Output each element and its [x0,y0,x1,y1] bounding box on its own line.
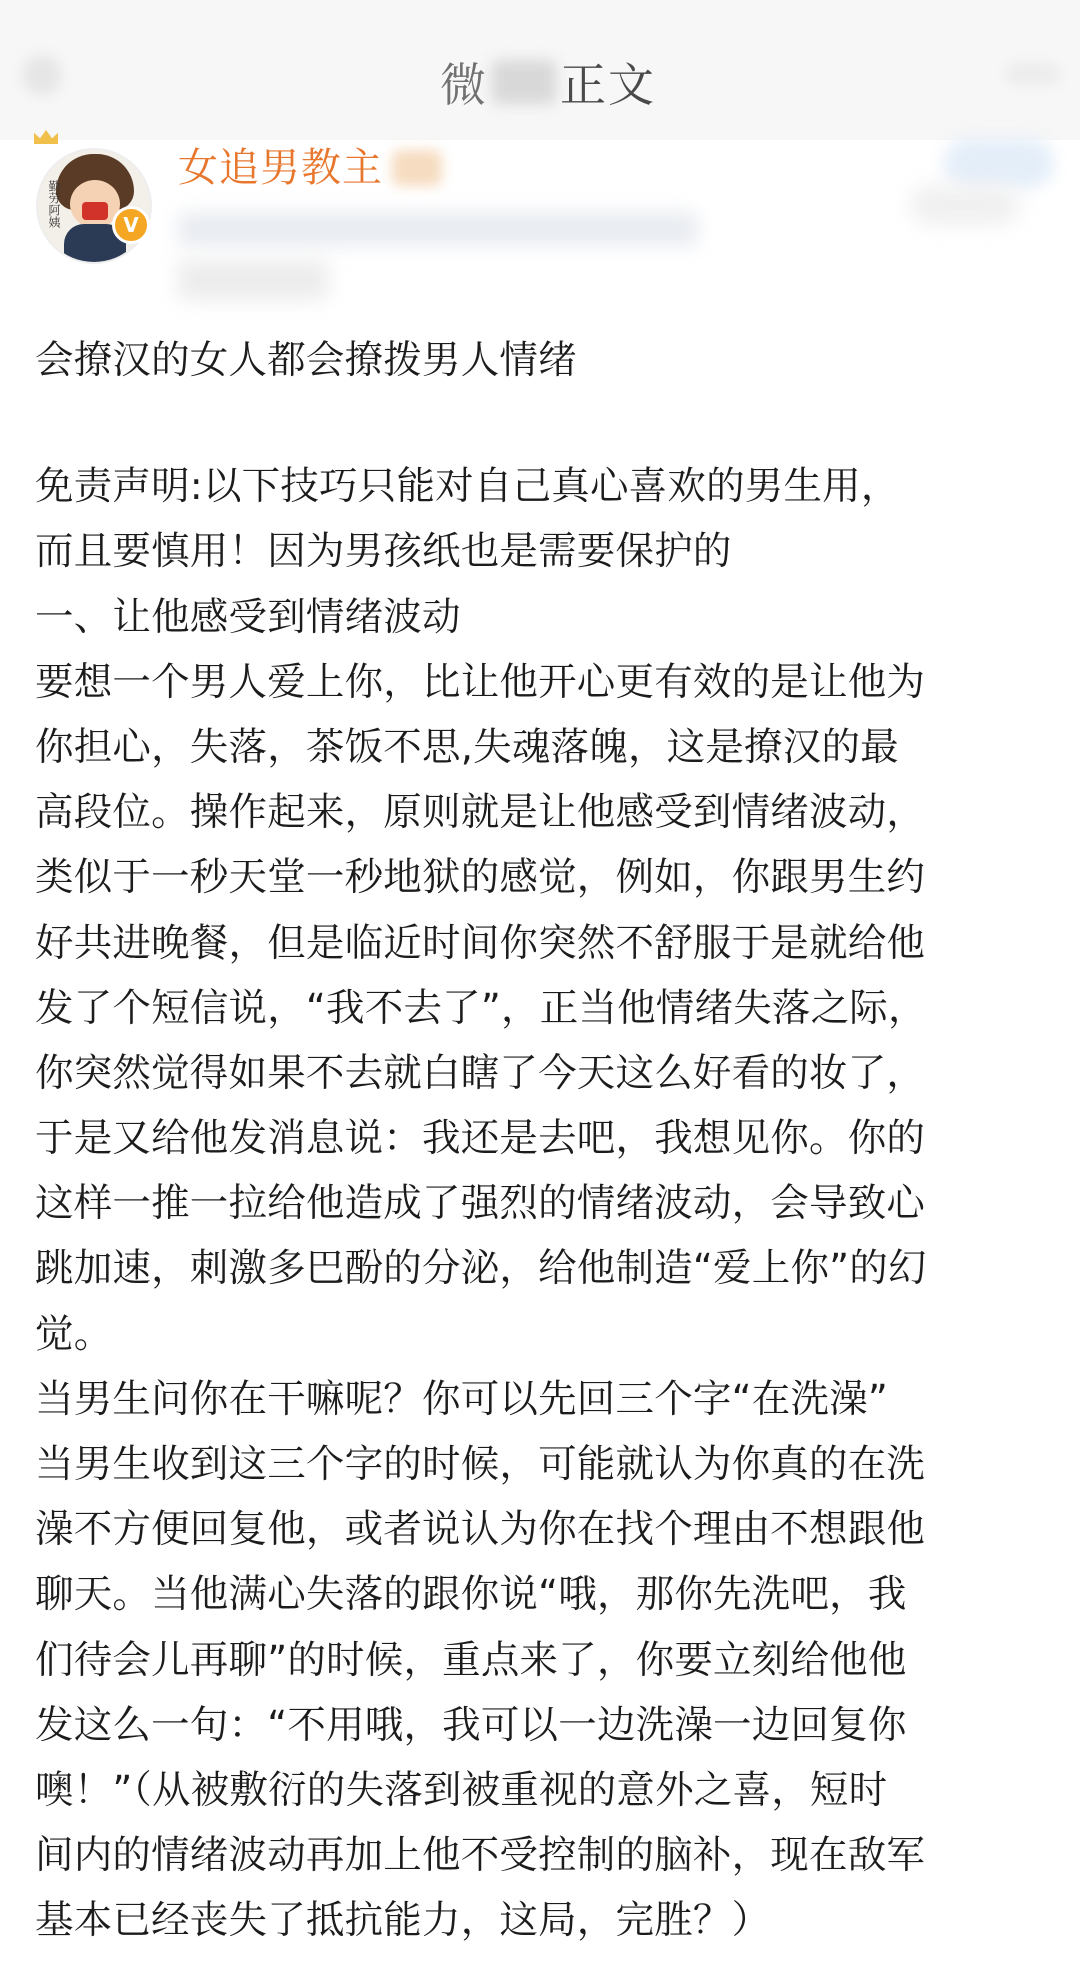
verified-badge-icon: V [112,206,150,244]
post-text-line: 你担心，失落，茶饭不思,失魂落魄，这是撩汉的最 [35,724,899,770]
paragraph-gap [35,393,1050,454]
post-text-line: 发这么一句：“不用哦，我可以一边洗澡一边回复你 [35,1702,907,1748]
top-nav-bar [0,0,1080,140]
page-title-right: 正文 [560,58,656,112]
post-text-line: 当男生问你在干嘛呢？你可以先回三个字“在洗澡” [35,1376,888,1422]
blurred-post-meta-2 [178,260,328,300]
avatar-side-text: 勤劳阿姨 [47,180,61,228]
post-text-line: 聊天。当他满心失落的跟你说“哦，那你先洗吧，我 [35,1572,907,1618]
post-text-line: 当男生收到这三个字的时候，可能就认为你真的在洗 [35,1442,926,1487]
post-title: 会撩汉的女人都会撩拨男人情绪 [35,338,577,383]
more-options-icon[interactable] [1006,62,1060,86]
post-text-line: 基本已经丧失了抵抗能力，这局，完胜？） [35,1898,771,1944]
post-text-line: 们待会儿再聊”的时候，重点来了，你要立刻给他他 [35,1637,907,1683]
post-text-line: 跳加速，刺激多巴酚的分泌，给他制造“爱上你”的幻 [35,1246,927,1292]
blurred-title-char [492,60,556,104]
page-title [440,52,656,112]
post-text-line: 好共进晚餐，但是临近时间你突然不舒服于是就给他 [35,920,926,966]
post-text-line: 你突然觉得如果不去就白瞎了今天这么好看的妆了， [35,1050,926,1096]
post-text-line: 发了个短信说，“我不去了”，正当他情绪失落之际， [35,985,927,1031]
post-text-line: 免责声明:以下技巧只能对自己真心喜欢的男生用， [35,464,900,510]
post-text-line: 澡不方便回复他，或者说认为你在找个理由不想跟他 [35,1507,926,1553]
blurred-side-action [910,185,1020,225]
author-name[interactable]: 女追男教主 [178,145,383,191]
post-text-line: 而且要慎用！因为男孩纸也是需要保护的 [35,529,732,575]
blurred-post-meta [178,212,698,246]
avatar-mouth [82,202,108,220]
post-text-line: 觉。 [35,1311,113,1357]
post-text [35,454,1050,1953]
back-icon[interactable] [22,55,62,95]
post-text-line: 一、让他感受到情绪波动 [35,594,461,640]
follow-button[interactable] [944,138,1054,188]
page-title-left: 微 [440,58,488,112]
post-text-line: 噢！”（从被敷衍的失落到被重视的意外之喜，短时 [35,1767,888,1813]
post-text-line: 这样一推一拉给他造成了强烈的情绪波动，会导致心 [35,1181,926,1227]
post-text-line: 间内的情绪波动再加上他不受控制的脑补，现在敌军 [35,1833,926,1879]
post-body [35,328,1050,1954]
post-text-line: 于是又给他发消息说：我还是去吧，我想见你。你的 [35,1116,926,1162]
post-text-line: 要想一个男人爱上你，比让他开心更有效的是让他为 [35,659,926,705]
blurred-level-badge [392,150,442,186]
post-text-line: 高段位。操作起来，原则就是让他感受到情绪波动， [35,790,926,836]
post-text-line: 类似于一秒天堂一秒地狱的感觉，例如，你跟男生约 [35,855,926,901]
